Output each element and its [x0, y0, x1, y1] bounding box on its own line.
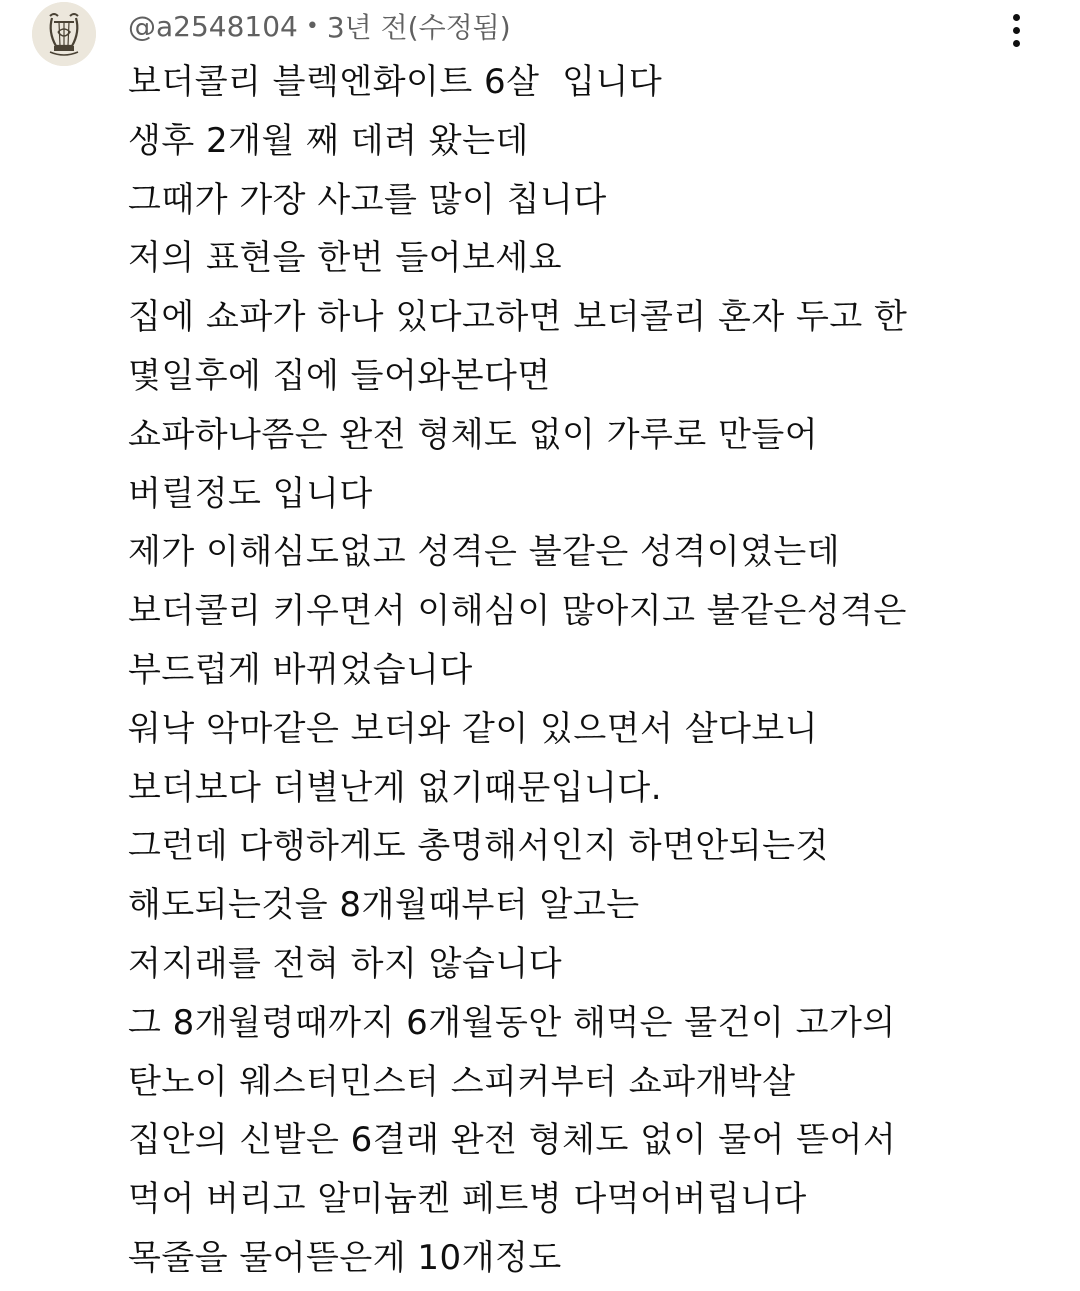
- comment-line: 탄노이 웨스터민스터 스피커부터 쇼파개박살: [128, 1061, 796, 1102]
- comment-line: 먹어 버리고 알미늄켄 페트병 다먹어버립니다: [128, 1179, 807, 1220]
- comment-line: 집안의 신발은 6결래 완전 형체도 없이 물어 뜯어서: [128, 1120, 897, 1161]
- comment-line: 저의 표현을 한번 들어보세요: [128, 238, 563, 279]
- author-name[interactable]: @a2548104: [128, 9, 298, 43]
- comment-line: 그 8개월령때까지 6개월동안 해먹은 물건이 고가의: [128, 1002, 896, 1043]
- header-separator: •: [305, 13, 319, 39]
- more-vert-icon: [1013, 14, 1020, 21]
- more-vert-icon: [1013, 27, 1020, 34]
- comment-line: 몇일후에 집에 들어와본다면: [128, 355, 551, 396]
- comment-line: 제가 이해심도없고 성격은 불같은 성격이였는데: [128, 532, 841, 573]
- comment-line: 저지래를 전혀 하지 않습니다: [128, 943, 563, 984]
- comment-body: [128, 56, 1048, 1291]
- comment-line: 워낙 악마같은 보더와 같이 있으면서 살다보니: [128, 708, 819, 749]
- more-options-button[interactable]: [996, 6, 1036, 54]
- comment-line: 보더보다 더별난게 없기때문입니다.: [128, 767, 663, 808]
- comment-line: 생후 2개월 째 데려 왔는데: [128, 120, 529, 161]
- more-vert-icon: [1013, 40, 1020, 47]
- lyre-icon: [32, 2, 96, 66]
- comment-line: 목줄을 물어뜯은게 10개정도: [128, 1237, 562, 1278]
- comment-line: 집에 쇼파가 하나 있다고하면 보더콜리 혼자 두고 한: [128, 297, 908, 338]
- comment-line: 쇼파하나쯤은 완전 형체도 없이 가루로 만들어: [128, 414, 819, 455]
- comment-timestamp[interactable]: 3년 전(수정됨): [326, 11, 511, 44]
- avatar[interactable]: [32, 2, 96, 66]
- comment-line: 보더콜리 블렉엔화이트 6살 입니다: [128, 62, 663, 102]
- comment-line: 그때가 가장 사고를 많이 칩니다: [128, 179, 607, 220]
- comment-line: 해도되는것을 8개월때부터 알고는: [128, 885, 640, 926]
- comment-line: 보더콜리 키우면서 이해심이 많아지고 불같은성격은: [128, 591, 907, 632]
- comment-line: 버릴정도 입니다: [128, 473, 373, 514]
- comment-line: 그런데 다행하게도 총명해서인지 하면안되는것: [128, 826, 829, 867]
- comment-line: 부드럽게 바뀌었습니다: [128, 649, 473, 690]
- comment-header: [128, 4, 511, 48]
